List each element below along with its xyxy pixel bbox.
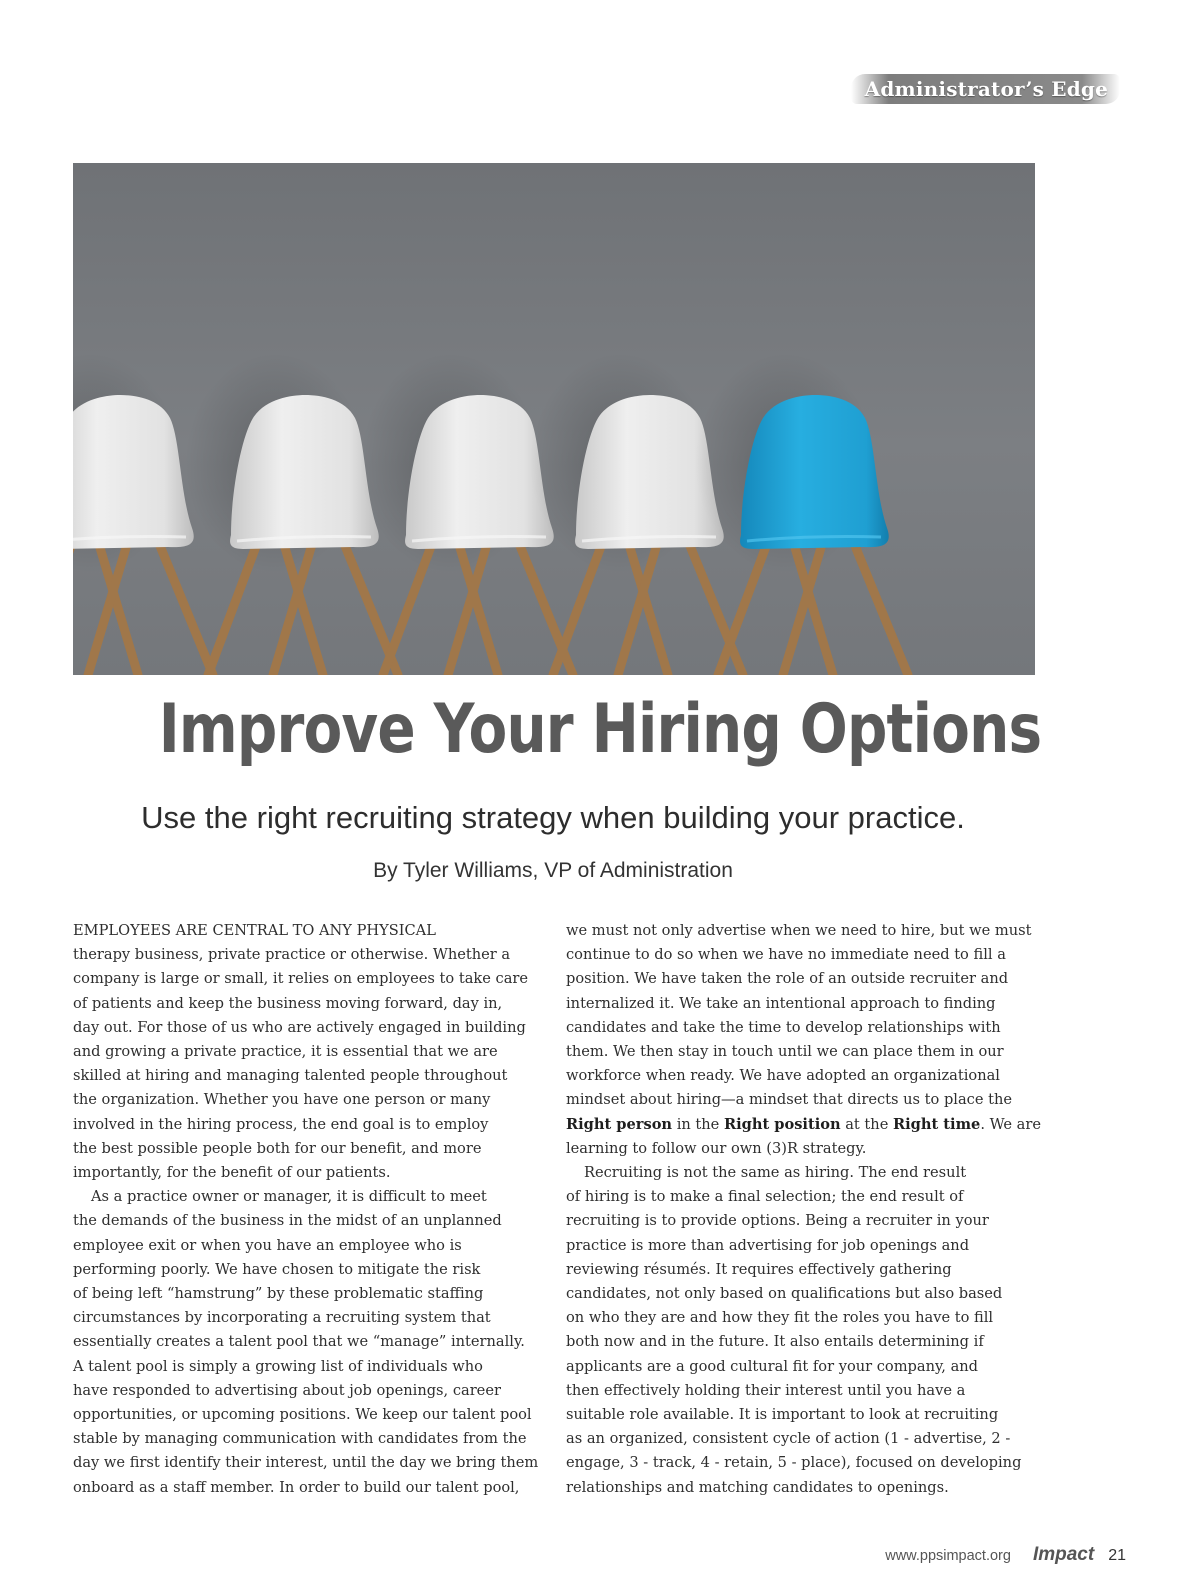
column-right — [566, 919, 1044, 1500]
body-text-line: As a practice owner or manager, it is difficult to meet — [91, 1188, 487, 1206]
article-byline: By Tyler Williams, VP of Administration — [373, 859, 733, 882]
chairs-illustration — [73, 163, 1035, 675]
body-text-line: reviewing résumés. It requires effectively gathering — [566, 1260, 952, 1278]
section-tag — [851, 74, 1120, 104]
body-text-line: continue to do so when we have no immediate need to fill a — [566, 946, 1006, 964]
body-text-line: skilled at hiring and managing talented people throughout — [73, 1067, 508, 1085]
body-text-line: importantly, for the benefit of our patients. — [73, 1164, 391, 1182]
body-text-line: and growing a private practice, it is essential that we are — [73, 1043, 498, 1061]
body-text-line: therapy business, private practice or otherwise. Whether a — [73, 946, 511, 964]
body-text-line — [566, 1113, 1044, 1137]
text-run: . We are — [980, 1115, 1041, 1133]
body-text-line: day we first identify their interest, until the day we bring them — [73, 1454, 539, 1472]
body-text-line: have responded to advertising about job openings, career — [73, 1381, 501, 1399]
body-text-line: opportunities, or upcoming positions. We keep our talent pool — [73, 1406, 532, 1424]
body-text-line: employee exit or when you have an employee who is — [73, 1236, 462, 1254]
body-text-line: candidates, not only based on qualifications but also based — [566, 1285, 1003, 1303]
body-text-line: position. We have taken the role of an outside recruiter and — [566, 970, 1009, 988]
column-left — [73, 919, 551, 1500]
body-text-line: recruiting is to provide options. Being a recruiter in your — [566, 1212, 989, 1230]
article-title: Improve Your Hiring Options — [158, 690, 1042, 769]
body-text-line: of patients and keep the business moving forward, day in, — [73, 994, 503, 1012]
body-text-line: essentially creates a talent pool that we “manage” internally. — [73, 1333, 525, 1351]
body-text-line: learning to follow our own (3)R strategy. — [566, 1139, 867, 1157]
body-text-line: stable by managing communication with candidates from the — [73, 1430, 527, 1448]
body-text-line: the best possible people both for our benefit, and more — [73, 1139, 482, 1157]
bold-phrase: Right position — [723, 1115, 841, 1133]
body-text-line: engage, 3 - track, 4 - retain, 5 - place), focused on developing — [566, 1454, 1022, 1472]
body-text-line: the organization. Whether you have one person or many — [73, 1091, 491, 1109]
text-run: at the — [840, 1115, 893, 1133]
body-text-line: then effectively holding their interest until you have a — [566, 1381, 966, 1399]
body-text-line: of being left “hamstrung” by these problematic staffing — [73, 1285, 484, 1303]
body-text-line: day out. For those of us who are actively engaged in building — [73, 1018, 526, 1036]
section-tag-label: Administrator’s Edge — [864, 77, 1108, 101]
body-text-line: workforce when ready. We have adopted an organizational — [566, 1067, 1000, 1085]
body-text-line: practice is more than advertising for job openings and — [566, 1236, 970, 1254]
footer-website: www.ppsimpact.org — [885, 1548, 1011, 1564]
body-text-line: relationships and matching candidates to openings. — [566, 1478, 949, 1496]
page-number: 21 — [1108, 1547, 1126, 1564]
page-footer — [885, 1544, 1126, 1566]
body-text-line: A talent pool is simply a growing list of individuals who — [73, 1357, 483, 1375]
article-subtitle: Use the right recruiting strategy when building your practice. — [141, 800, 965, 835]
body-text-line: circumstances by incorporating a recruiting system that — [73, 1309, 491, 1327]
bold-phrase: Right time — [892, 1115, 981, 1133]
body-text-line: on who they are and how they fit the roles you have to fill — [566, 1309, 994, 1327]
body-text-line: onboard as a staff member. In order to build our talent pool, — [73, 1478, 520, 1496]
body-text-line: company is large or small, it relies on employees to take care — [73, 970, 529, 988]
body-text-line: them. We then stay in touch until we can place them in our — [566, 1043, 1004, 1061]
body-text-line: the demands of the business in the midst of an unplanned — [73, 1212, 502, 1230]
body-text-line: applicants are a good cultural fit for your company, and — [566, 1357, 979, 1375]
body-text-line: suitable role available. It is important to look at recruiting — [566, 1406, 999, 1424]
body-text-line: Recruiting is not the same as hiring. The end result — [584, 1164, 967, 1182]
body-text-line: both now and in the future. It also entails determining if — [566, 1333, 984, 1351]
body-text-line: as an organized, consistent cycle of action (1 - advertise, 2 - — [566, 1430, 1011, 1448]
body-text-line: of hiring is to make a final selection; the end result of — [566, 1188, 964, 1206]
body-text-line: involved in the hiring process, the end goal is to employ — [73, 1115, 489, 1133]
body-text-line: mindset about hiring—a mindset that directs us to place the — [566, 1091, 1013, 1109]
body-text-line: EMPLOYEES ARE CENTRAL TO ANY PHYSICAL — [73, 922, 436, 939]
text-run: in the — [672, 1115, 724, 1133]
bold-phrase: Right person — [566, 1115, 673, 1133]
body-text-line: candidates and take the time to develop relationships with — [566, 1018, 1001, 1036]
hero-photo — [73, 163, 1035, 675]
body-text-line: internalized it. We take an intentional approach to finding — [566, 994, 996, 1012]
body-text-line: we must not only advertise when we need to hire, but we must — [566, 922, 1032, 939]
footer-magazine-name: Impact — [1032, 1544, 1095, 1565]
body-text-line: performing poorly. We have chosen to mitigate the risk — [73, 1260, 481, 1278]
